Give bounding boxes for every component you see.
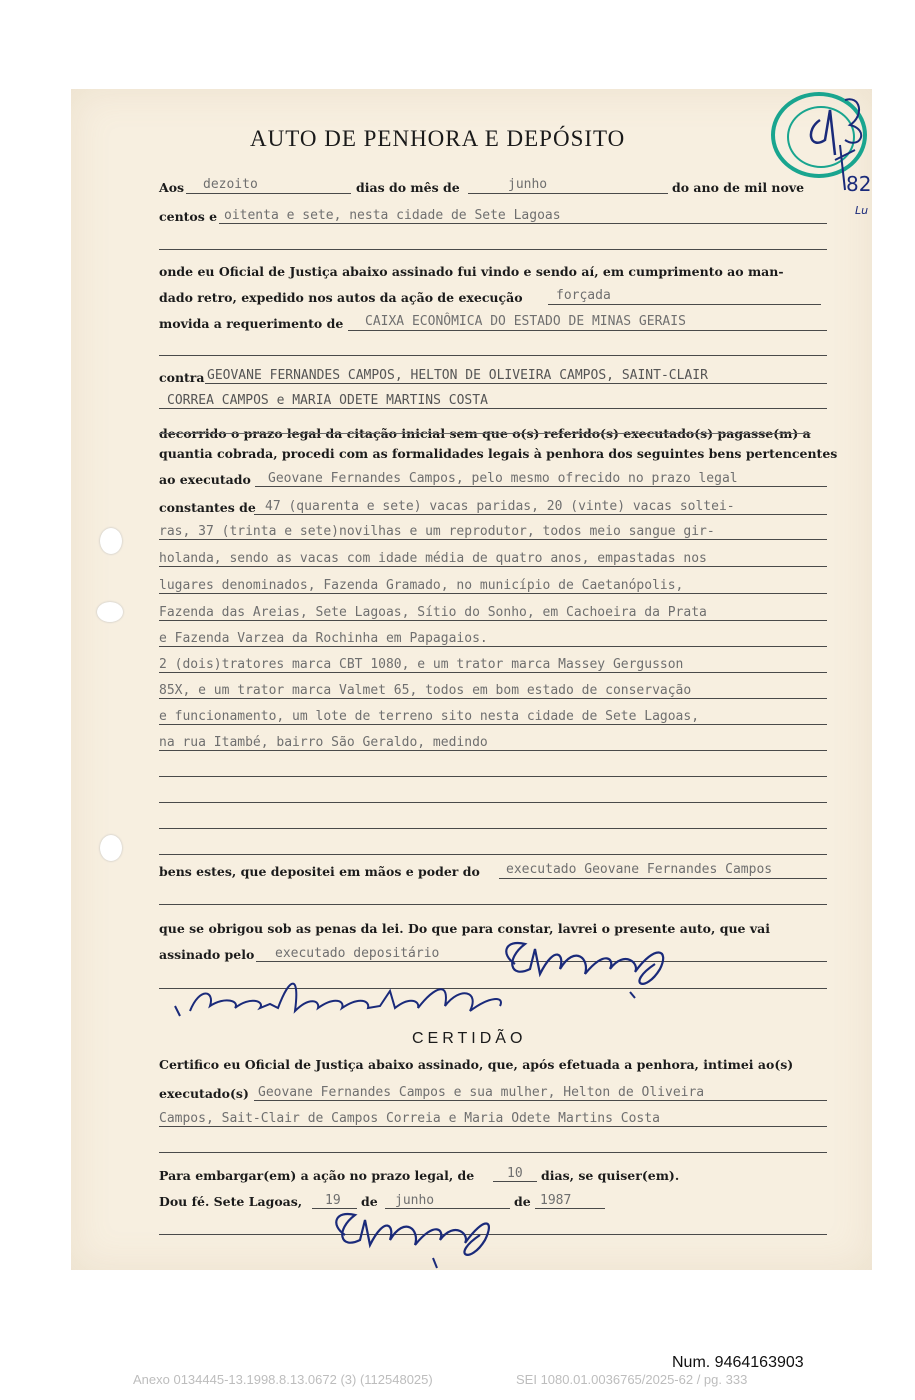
blank-line [159,854,827,855]
field-line [159,724,827,725]
label-ao-executado: ao executado [159,472,251,487]
blank-line [159,828,827,829]
field-line [159,1126,827,1127]
handwritten-margin-marks [800,90,880,220]
field-line [254,514,827,515]
text-onde-eu: onde eu Oficial de Justiça abaixo assinado fui vindo e sendo aí, em cumprimento ao man- [159,264,784,279]
value-execucao: forçada [556,288,611,303]
text-movida: movida a requerimento de [159,316,344,331]
text-que-se-obrigou: que se obrigou sob as penas da lei. Do que para constar, lavrei o presente auto, que vai [159,921,770,936]
field-line [159,566,827,567]
value-contra-1: GEOVANE FERNANDES CAMPOS, HELTON DE OLIVEIRA CAMPOS, SAINT-CLAIR [207,368,708,383]
value-executados-1: Geovane Fernandes Campos e sua mulher, Helton de Oliveira [258,1085,705,1100]
value-executados-2: Campos, Sait-Clair de Campos Correia e Maria Odete Martins Costa [159,1111,660,1126]
punch-hole [100,528,122,554]
label-dou-fe: Dou fé. Sete Lagoas, [159,1194,303,1209]
document-title: AUTO DE PENHORA E DEPÓSITO [250,126,626,151]
label-aos: Aos [159,180,185,195]
field-line [159,593,827,594]
text-quantia: quantia cobrada, procedi com as formalidades legais à penhora dos seguintes bens pertencentes [159,446,838,461]
value-embargar-dias: 10 [507,1166,523,1181]
margin-number: 82 [846,172,872,196]
bens-line: e Fazenda Varzea da Rochinha em Papagaios. [159,631,488,646]
bens-line: e funcionamento, um lote de terreno sito nesta cidade de Sete Lagoas, [159,709,700,724]
bens-line: 47 (quarenta e sete) vacas paridas, 20 (vinte) vacas soltei- [265,499,735,514]
value-contra-2: CORREA CAMPOS e MARIA ODETE MARTINS COSTA [167,393,488,408]
bens-line: na rua Itambé, bairro São Geraldo, medindo [159,735,488,750]
field-line [255,486,827,487]
bens-line: 2 (dois)tratores marca CBT 1080, e um trator marca Massey Gergusson [159,657,684,672]
value-assinado-pelo: executado depositário [275,946,440,961]
blank-line [159,802,827,803]
document-number: Num. 9464163903 [672,1354,804,1371]
field-line [499,878,827,879]
bens-line: lugares denominados, Fazenda Gramado, no município de Caetanópolis, [159,578,684,593]
text-dado-retro: dado retro, expedido nos autos da ação de execução [159,290,523,305]
blank-line [159,1152,827,1153]
value-certidao-ano: 1987 [540,1193,572,1208]
executado-signature [170,966,530,1036]
value-executado: Geovane Fernandes Campos, pelo mesmo ofrecido no prazo legal [268,471,738,486]
text-de: de [361,1194,378,1209]
label-centos-e: centos e [159,209,218,224]
text-de: de [514,1194,531,1209]
field-line [348,330,827,331]
field-line [548,304,821,305]
field-line [159,750,827,751]
margin-initials: Lu [855,204,869,217]
bens-line: ras, 37 (trinta e sete)novilhas e um reprodutor, todos meio sangue gir- [159,524,715,539]
field-line [159,408,827,409]
annex-reference: Anexo 0134445-13.1998.8.13.0672 (3) (112548025) [133,1372,433,1387]
value-certidao-dia: 19 [325,1193,341,1208]
text-bens-estes: bens estes, que depositei em mãos e poder do [159,864,480,879]
bens-line: Fazenda das Areias, Sete Lagoas, Sítio do Sonho, em Cachoeira da Prata [159,605,707,620]
text-certifico: Certifico eu Oficial de Justiça abaixo assinado, que, após efetuada a penhora, intimei ao(s) [159,1057,794,1072]
sei-reference: SEI 1080.01.0036765/2025-62 / pg. 333 [516,1372,748,1387]
bens-line: holanda, sendo as vacas com idade média de quatro anos, empastadas nos [159,551,707,566]
value-mes: junho [508,177,548,192]
label-constantes-de: constantes de [159,500,256,515]
field-line [493,1181,537,1182]
label-embargar: Para embargar(em) a ação no prazo legal, de [159,1168,475,1183]
value-ano-complemento: oitenta e sete, nesta cidade de Sete Lagoas [224,208,561,223]
field-line [205,383,827,384]
value-depositario: executado Geovane Fernandes Campos [506,862,773,877]
officer-signature [325,1200,505,1275]
field-line [159,672,827,673]
field-line [254,1100,827,1101]
text-embargar-suffix: dias, se quiser(em). [541,1168,680,1183]
punch-hole [100,835,122,861]
label-dias-do-mes: dias do mês de [356,180,460,195]
blank-line [159,355,827,356]
blank-line [159,904,827,905]
label-executados: executado(s) [159,1086,249,1101]
blank-line [159,249,827,250]
field-line [159,646,827,647]
punch-hole [97,602,123,622]
field-line [159,620,827,621]
value-requerente: CAIXA ECONÔMICA DO ESTADO DE MINAS GERAIS [365,314,686,329]
bens-line: 85X, e um trator marca Valmet 65, todos em bom estado de conservação [159,683,692,698]
label-do-ano: do ano de mil nove [672,180,805,195]
certidao-heading: CERTIDÃO [412,1030,527,1047]
text-decorrido: decorrido o prazo legal da citação inicial sem que o(s) referido(s) executado(s) pagasse(m) a [159,426,811,441]
blank-line [159,776,827,777]
field-line [535,1208,605,1209]
label-assinado-pelo: assinado pelo [159,947,255,962]
value-dia: dezoito [203,177,258,192]
label-contra: contra [159,370,205,385]
field-line [219,223,827,224]
value-certidao-mes: junho [395,1193,435,1208]
field-line [186,193,351,194]
field-line [468,193,668,194]
field-line [159,539,827,540]
field-line [159,698,827,699]
